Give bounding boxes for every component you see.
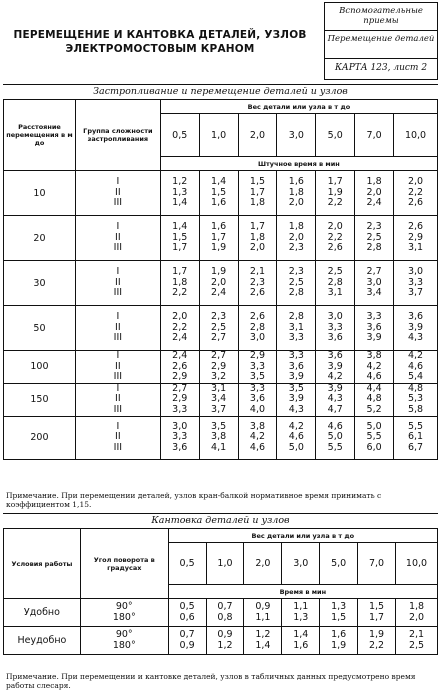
header-category: Вспомогательные приемы <box>325 3 437 31</box>
time-cell: 2,0 2,2 2,6 <box>394 171 438 216</box>
header-time: Штучное время в мин <box>160 157 437 171</box>
time-cell: 2,5 2,8 3,1 <box>316 261 355 306</box>
header-angle: Угол поворота в градусах <box>80 529 168 599</box>
time-cell: 3,1 3,4 3,7 <box>199 383 238 416</box>
time-cell: 4,8 5,3 5,8 <box>394 383 438 416</box>
header-conditions: Условия работы <box>4 529 81 599</box>
time-cell: 1,8 2,0 2,3 <box>277 216 316 261</box>
table-row <box>4 306 438 351</box>
time-cell: 2,3 2,5 2,7 <box>199 306 238 351</box>
weight-value: 2,0 <box>244 543 282 585</box>
weight-value: 5,0 <box>320 543 358 585</box>
group-cell: I II III <box>75 351 160 384</box>
weight-value: 0,5 <box>168 543 206 585</box>
time-cell: 3,3 3,6 3,9 <box>355 306 394 351</box>
time-cell: 3,5 3,8 4,1 <box>199 416 238 459</box>
time-cell: 3,5 3,9 4,3 <box>277 383 316 416</box>
table-row <box>4 383 438 416</box>
group-cell: I II III <box>75 171 160 216</box>
time-cell: 2,1 2,3 2,6 <box>238 261 277 306</box>
page-title: ПЕРЕМЕЩЕНИЕ И КАНТОВКА ДЕТАЛЕЙ, УЗЛОВ ЭЛЕКТРОМОСТОВЫМ КРАНОМ <box>13 29 307 55</box>
time-cell: 2,0 2,2 2,6 <box>316 216 355 261</box>
table-row <box>4 261 438 306</box>
time-cell: 1,5 1,7 1,8 <box>238 171 277 216</box>
weight-value: 10,0 <box>394 114 438 157</box>
table-turning <box>3 528 438 655</box>
time-cell: 4,2 4,6 5,0 <box>277 416 316 459</box>
time-cell: 3,0 3,3 3,6 <box>160 416 199 459</box>
time-cell: 2,3 2,5 2,8 <box>277 261 316 306</box>
time-cell: 0,7 0,9 <box>168 627 206 655</box>
header-distance: Расстояние перемещения в м до <box>4 100 76 171</box>
group-cell: I II III <box>75 306 160 351</box>
time-cell: 0,5 0,6 <box>168 599 206 627</box>
distance-cell: 30 <box>4 261 76 306</box>
section2-title: Кантовка деталей и узлов <box>3 513 438 528</box>
time-cell: 3,6 3,9 4,3 <box>394 306 438 351</box>
time-cell: 1,8 2,0 2,4 <box>355 171 394 216</box>
weight-value: 7,0 <box>358 543 396 585</box>
time-cell: 3,8 4,2 4,6 <box>355 351 394 384</box>
table-row <box>4 171 438 216</box>
time-cell: 5,5 6,1 6,7 <box>394 416 438 459</box>
time-cell: 5,0 5,5 6,0 <box>355 416 394 459</box>
time-cell: 1,4 1,5 1,7 <box>160 216 199 261</box>
time-cell: 0,9 1,1 <box>244 599 282 627</box>
time-cell: 1,7 1,9 2,2 <box>316 171 355 216</box>
time-cell: 0,9 1,2 <box>206 627 244 655</box>
time-cell: 1,6 1,7 1,9 <box>199 216 238 261</box>
time-cell: 3,0 3,3 3,6 <box>316 306 355 351</box>
time-cell: 2,3 2,5 2,8 <box>355 216 394 261</box>
time-cell: 2,1 2,5 <box>395 627 437 655</box>
time-cell: 4,4 4,8 5,2 <box>355 383 394 416</box>
time-cell: 3,9 4,3 4,7 <box>316 383 355 416</box>
header-group: Группа сложности застропливания <box>75 100 160 171</box>
time-cell: 3,3 3,6 3,9 <box>277 351 316 384</box>
time-cell: 1,8 2,0 <box>395 599 437 627</box>
weight-value: 1,0 <box>206 543 244 585</box>
time-cell: 3,6 3,9 4,2 <box>316 351 355 384</box>
table-transport <box>3 99 438 460</box>
table-row <box>4 351 438 384</box>
table-row <box>4 416 438 459</box>
time-cell: 1,9 2,0 2,4 <box>199 261 238 306</box>
time-cell: 4,6 5,0 5,5 <box>316 416 355 459</box>
time-cell: 3,3 3,6 4,0 <box>238 383 277 416</box>
time-cell: 1,5 1,7 <box>358 599 396 627</box>
time-cell: 3,8 4,2 4,6 <box>238 416 277 459</box>
time-cell: 2,6 2,9 3,1 <box>394 216 438 261</box>
time-cell: 1,4 1,5 1,6 <box>199 171 238 216</box>
time-cell: 1,7 1,8 2,2 <box>160 261 199 306</box>
section1-title: Застропливание и перемещение деталей и узлов <box>3 84 438 99</box>
time-cell: 2,6 2,8 3,0 <box>238 306 277 351</box>
weight-value: 10,0 <box>395 543 437 585</box>
time-cell: 1,7 1,8 2,0 <box>238 216 277 261</box>
time-cell: 1,4 1,6 <box>282 627 320 655</box>
table-row <box>4 599 438 627</box>
time-cell: 0,7 0,8 <box>206 599 244 627</box>
angle-cell: 90° 180° <box>80 599 168 627</box>
header-box <box>324 2 438 80</box>
header-subcategory: Перемещение деталей <box>325 31 437 59</box>
group-cell: I II III <box>75 216 160 261</box>
weight-value: 5,0 <box>316 114 355 157</box>
time-cell: 1,2 1,4 <box>244 627 282 655</box>
time-cell: 1,9 2,2 <box>358 627 396 655</box>
group-cell: I II III <box>75 261 160 306</box>
time-cell: 4,2 4,6 5,4 <box>394 351 438 384</box>
weight-value: 2,0 <box>238 114 277 157</box>
condition-cell: Неудобно <box>4 627 81 655</box>
time-cell: 1,6 1,8 2,0 <box>277 171 316 216</box>
time-cell: 2,7 2,9 3,2 <box>199 351 238 384</box>
header-weight: Вес детали или узла в т до <box>160 100 437 114</box>
distance-cell: 20 <box>4 216 76 261</box>
time-cell: 2,8 3,1 3,3 <box>277 306 316 351</box>
distance-cell: 10 <box>4 171 76 216</box>
table-row <box>4 216 438 261</box>
weight-value: 1,0 <box>199 114 238 157</box>
group-cell: I II III <box>75 383 160 416</box>
group-cell: I II III <box>75 416 160 459</box>
weight-value: 3,0 <box>282 543 320 585</box>
time-cell: 3,0 3,3 3,7 <box>394 261 438 306</box>
note-2: Примечание. При перемещении и кантовке деталей, узлов в табличных данных предусмотрено время работы слесаря. <box>6 672 416 690</box>
time-cell: 1,1 1,3 <box>282 599 320 627</box>
weight-value: 7,0 <box>355 114 394 157</box>
header-time-2: Время в мин <box>168 585 437 599</box>
header-weight-2: Вес детали или узла в т до <box>168 529 437 543</box>
angle-cell: 90° 180° <box>80 627 168 655</box>
time-cell: 1,6 1,9 <box>320 627 358 655</box>
weight-value: 0,5 <box>160 114 199 157</box>
time-cell: 2,7 3,0 3,4 <box>355 261 394 306</box>
weight-value: 3,0 <box>277 114 316 157</box>
time-cell: 2,0 2,2 2,4 <box>160 306 199 351</box>
header-card: КАРТА 123, лист 2 <box>334 63 428 73</box>
time-cell: 2,7 2,9 3,3 <box>160 383 199 416</box>
table-row <box>4 627 438 655</box>
distance-cell: 100 <box>4 351 76 384</box>
condition-cell: Удобно <box>4 599 81 627</box>
distance-cell: 150 <box>4 383 76 416</box>
time-cell: 1,2 1,3 1,4 <box>160 171 199 216</box>
time-cell: 2,9 3,3 3,5 <box>238 351 277 384</box>
time-cell: 2,4 2,6 2,9 <box>160 351 199 384</box>
note-1: Примечание. При перемещении деталей, узлов кран-балкой нормативное время принимать с коэффициентом 1,15. <box>6 491 382 509</box>
time-cell: 1,3 1,5 <box>320 599 358 627</box>
distance-cell: 50 <box>4 306 76 351</box>
distance-cell: 200 <box>4 416 76 459</box>
